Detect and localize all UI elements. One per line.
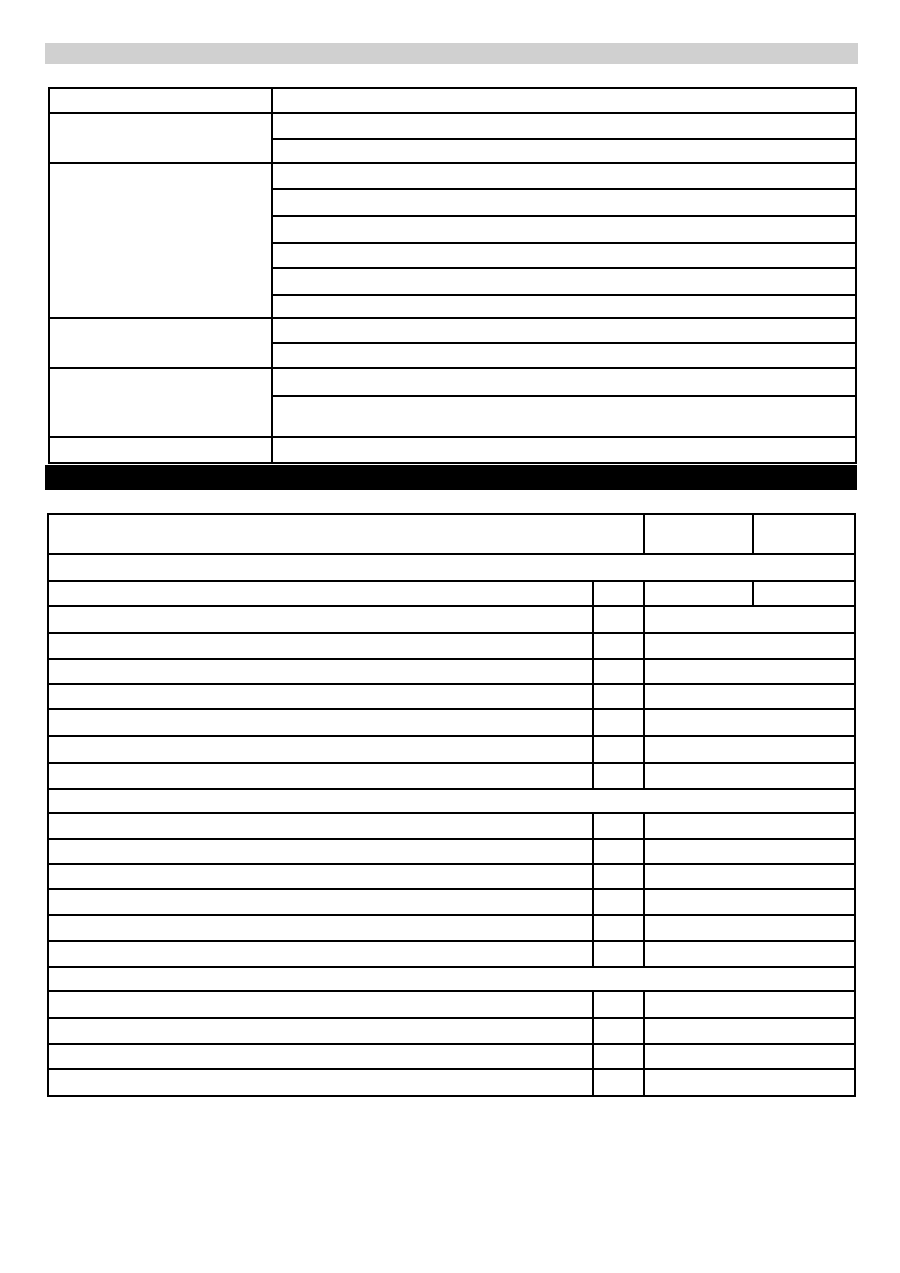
table-row: [48, 1044, 855, 1069]
checklist-table: [47, 513, 854, 1097]
empty-form-cell: [644, 763, 855, 789]
empty-form-cell: [48, 1069, 593, 1096]
empty-form-cell: [644, 581, 753, 606]
empty-form-cell: [644, 991, 855, 1018]
info-table-grid: [48, 87, 857, 464]
empty-form-cell: [48, 554, 855, 581]
empty-form-cell: [49, 163, 272, 318]
empty-form-cell: [272, 437, 856, 463]
empty-form-cell: [753, 514, 855, 554]
empty-form-cell: [49, 88, 272, 113]
table-row: [48, 659, 855, 684]
table-row: [49, 113, 856, 139]
empty-form-cell: [644, 1044, 855, 1069]
empty-form-cell: [644, 736, 855, 763]
table-row: [48, 514, 855, 554]
empty-form-cell: [644, 864, 855, 889]
empty-form-cell: [49, 437, 272, 463]
empty-form-cell: [48, 514, 644, 554]
empty-form-cell: [48, 606, 593, 633]
empty-form-cell: [272, 243, 856, 268]
table-row: [48, 633, 855, 659]
table-row: [48, 915, 855, 941]
table-row: [49, 368, 856, 396]
empty-form-cell: [644, 941, 855, 967]
table-row: [48, 991, 855, 1018]
empty-form-cell: [644, 889, 855, 915]
empty-form-cell: [593, 991, 644, 1018]
empty-form-cell: [48, 967, 855, 991]
section-divider-bar: [45, 465, 857, 490]
empty-form-cell: [644, 606, 855, 633]
empty-form-cell: [593, 941, 644, 967]
empty-form-cell: [272, 189, 856, 216]
empty-form-cell: [272, 368, 856, 396]
empty-form-cell: [49, 368, 272, 437]
empty-form-cell: [48, 659, 593, 684]
empty-form-cell: [48, 789, 855, 813]
table-row: [48, 889, 855, 915]
empty-form-cell: [48, 1044, 593, 1069]
table-row: [48, 813, 855, 839]
table-row: [48, 709, 855, 736]
empty-form-cell: [48, 709, 593, 736]
empty-form-cell: [49, 113, 272, 163]
empty-form-cell: [48, 991, 593, 1018]
empty-form-cell: [644, 1018, 855, 1044]
empty-form-cell: [753, 581, 855, 606]
empty-form-cell: [644, 915, 855, 941]
empty-form-cell: [644, 709, 855, 736]
empty-form-cell: [48, 813, 593, 839]
empty-form-cell: [593, 736, 644, 763]
empty-form-cell: [272, 163, 856, 189]
table-row: [49, 163, 856, 189]
empty-form-cell: [593, 1069, 644, 1096]
empty-form-cell: [593, 1044, 644, 1069]
empty-form-cell: [593, 606, 644, 633]
table-row: [48, 736, 855, 763]
empty-form-cell: [272, 318, 856, 343]
empty-form-cell: [48, 684, 593, 709]
empty-form-cell: [48, 941, 593, 967]
table-row: [48, 606, 855, 633]
empty-form-cell: [593, 889, 644, 915]
empty-form-cell: [48, 736, 593, 763]
empty-form-cell: [272, 216, 856, 243]
empty-form-cell: [48, 1018, 593, 1044]
empty-form-cell: [272, 268, 856, 295]
table-row: [48, 581, 855, 606]
table-row: [49, 88, 856, 113]
table-row: [48, 789, 855, 813]
empty-form-cell: [48, 633, 593, 659]
empty-form-cell: [644, 684, 855, 709]
empty-form-cell: [593, 709, 644, 736]
table-row: [48, 763, 855, 789]
table-row: [48, 684, 855, 709]
empty-form-cell: [593, 684, 644, 709]
empty-form-cell: [644, 633, 855, 659]
table-row: [48, 941, 855, 967]
empty-form-cell: [272, 113, 856, 139]
empty-form-cell: [644, 659, 855, 684]
empty-form-cell: [644, 813, 855, 839]
empty-form-cell: [593, 839, 644, 864]
empty-form-cell: [272, 396, 856, 437]
empty-form-cell: [593, 915, 644, 941]
table-row: [48, 839, 855, 864]
table-row: [48, 864, 855, 889]
empty-form-cell: [48, 889, 593, 915]
empty-form-cell: [593, 864, 644, 889]
empty-form-cell: [593, 763, 644, 789]
empty-form-cell: [48, 915, 593, 941]
table-row: [48, 967, 855, 991]
empty-form-cell: [644, 839, 855, 864]
table-row: [48, 1018, 855, 1044]
table-row: [48, 554, 855, 581]
empty-form-cell: [593, 1018, 644, 1044]
empty-form-cell: [272, 88, 856, 113]
header-banner-bar: [45, 43, 858, 64]
empty-form-cell: [272, 343, 856, 368]
empty-form-cell: [593, 813, 644, 839]
table-row: [49, 437, 856, 463]
empty-form-cell: [48, 581, 593, 606]
empty-form-cell: [48, 839, 593, 864]
empty-form-cell: [48, 864, 593, 889]
info-table: [48, 87, 855, 464]
empty-form-cell: [644, 1069, 855, 1096]
empty-form-cell: [49, 318, 272, 368]
empty-form-cell: [593, 659, 644, 684]
empty-form-cell: [593, 581, 644, 606]
empty-form-cell: [644, 514, 753, 554]
checklist-table-grid: [47, 513, 856, 1097]
table-row: [48, 1069, 855, 1096]
empty-form-cell: [593, 633, 644, 659]
empty-form-cell: [48, 763, 593, 789]
empty-form-cell: [272, 139, 856, 163]
table-row: [49, 318, 856, 343]
empty-form-cell: [272, 295, 856, 318]
